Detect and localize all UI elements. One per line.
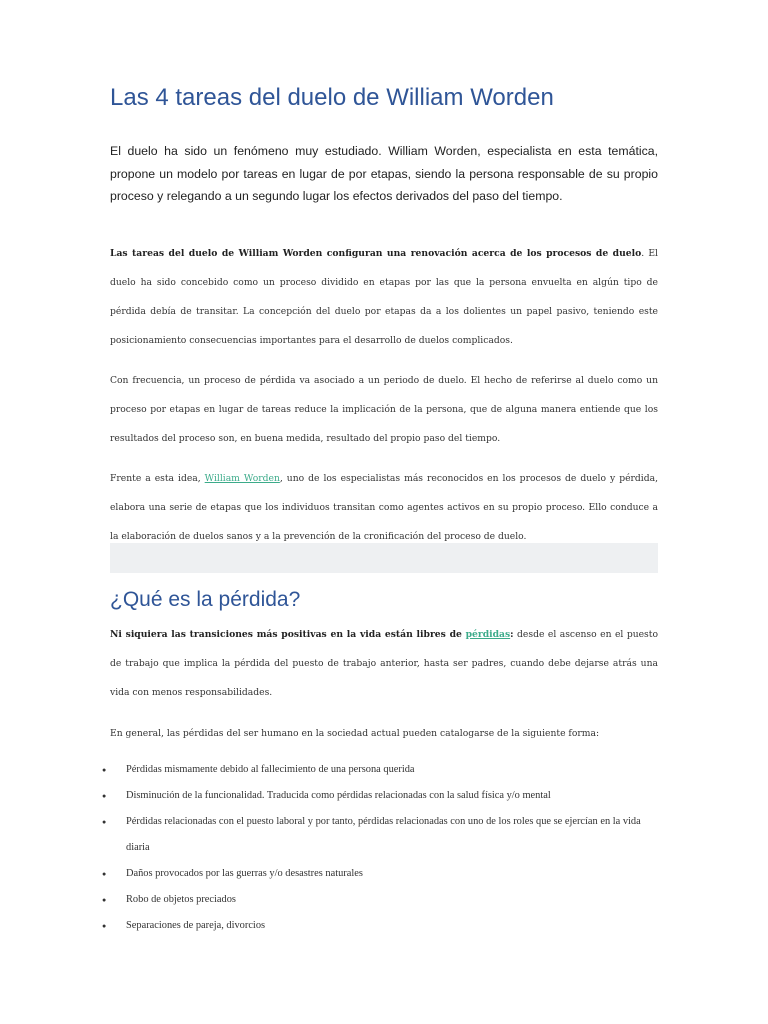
paragraph-worden xyxy=(110,464,658,551)
paragraph-frequency: Con frecuencia, un proceso de pérdida va asociado a un periodo de duelo. El hecho de referirse al duelo como un proceso por etapas en lugar de tareas reduce la implicación de la persona, que de alguna manera entiende que los resultados del proceso son, en buena medida, resultado del propio paso del tiempo. xyxy=(110,375,658,444)
list-item: ● Pérdidas relacionadas con el puesto laboral y por tanto, pérdidas relacionadas con uno de los roles que se ejercían en la vida diaria xyxy=(110,809,658,861)
paragraph-transitions-bold: Ni siquiera las transiciones más positivas en la vida están libres de xyxy=(110,629,466,640)
paragraph-tasks-bold: Las tareas del duelo de William Worden configuran una renovación acerca de los procesos de duelo xyxy=(110,248,642,259)
ad-placeholder-band xyxy=(110,543,658,573)
william-worden-link[interactable]: William Worden xyxy=(204,473,280,484)
paragraph-transitions-rest: desde el ascenso en el puesto de trabajo que implica la pérdida del puesto de trabajo anterior, hasta ser padres, cuando debe dejarse atrás una vida con menos responsabilidades. xyxy=(110,629,658,698)
paragraph-transitions-colon: : xyxy=(510,629,514,640)
list-item: ● Disminución de la funcionalidad. Traducida como pérdidas relacionadas con la salud física y/o mental xyxy=(110,783,658,809)
perdidas-link[interactable]: pérdidas xyxy=(465,629,511,640)
paragraph-worden-after: , uno de los especialistas más reconocidos en los procesos de duelo y pérdida, elabora una serie de etapas que los individuos transitan como agentes activos en su propio proceso. Ello conduce a la elaboración de duelos sanos y a la prevención de la cronificación del proceso de duelo. xyxy=(110,473,659,542)
losses-list xyxy=(110,757,658,939)
paragraph-tasks-rest: . El duelo ha sido concebido como un proceso dividido en etapas por las que la persona envuelta en algún tipo de pérdida debía de transitar. La concepción del duelo por etapas da a los dolientes un papel pasivo, teniendo este posicionamiento consecuencias importantes para el desarrollo de duelos complicados. xyxy=(110,248,658,346)
list-item: ● Pérdidas mismamente debido al fallecimiento de una persona querida xyxy=(110,757,658,783)
intro-paragraph: El duelo ha sido un fenómeno muy estudiado. William Worden, especialista en esta temática, propone un modelo por tareas en lugar de por etapas, siendo la persona responsable de su propio proceso y relegando a un segundo lugar los efectos derivados del paso del tiempo. xyxy=(110,144,658,203)
list-item: ● Robo de objetos preciados xyxy=(110,887,658,913)
paragraph-general: En general, las pérdidas del ser humano en la sociedad actual pueden catalogarse de la siguiente forma: xyxy=(110,728,600,739)
section-title: ¿Qué es la pérdida? xyxy=(110,588,301,611)
list-item: ● Separaciones de pareja, divorcios xyxy=(110,913,658,939)
paragraph-worden-before: Frente a esta idea, xyxy=(110,473,205,484)
list-item: ● Daños provocados por las guerras y/o desastres naturales xyxy=(110,861,658,887)
paragraph-tasks xyxy=(110,239,658,355)
paragraph-transitions xyxy=(110,620,658,707)
page-title: Las 4 tareas del duelo de William Worden xyxy=(110,84,554,111)
